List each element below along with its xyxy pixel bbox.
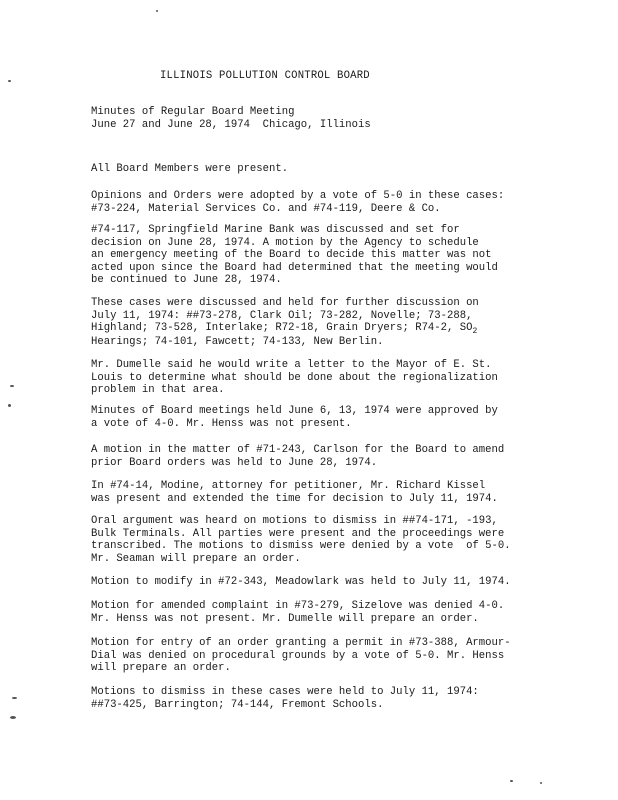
paragraph-line: prior Board orders was held to June 28, 1974. xyxy=(91,456,378,469)
paragraph-held-cases xyxy=(91,297,591,348)
paragraph-line: Minutes of Board meetings held June 6, 13, 1974 were approved by xyxy=(91,405,498,417)
paragraph-line: Mr. Dumelle said he would write a letter to the Mayor of E. St. xyxy=(91,359,492,371)
paragraph-line xyxy=(91,322,591,336)
paragraph-line: Bulk Terminals. All parties were present and the proceedings were xyxy=(91,527,505,540)
so2-subscript: 2 xyxy=(472,327,478,337)
paragraph-line: July 11, 1974: ##73-278, Clark Oil; 73-282, Novelle; 73-288, xyxy=(91,309,473,322)
paragraph-modine xyxy=(91,480,591,505)
paragraph-line: Louis to determine what should be done about the regionalization xyxy=(91,371,498,384)
scan-speck xyxy=(8,404,11,407)
paragraph-armour-dial xyxy=(91,637,591,675)
scan-speck xyxy=(510,780,513,782)
document-heading: ILLINOIS POLLUTION CONTROL BOARD xyxy=(160,70,370,82)
paragraph-line: problem in that area. xyxy=(91,384,225,397)
paragraph-line: In #74-14, Modine, attorney for petitioner, Mr. Richard Kissel xyxy=(91,480,486,492)
paragraph-oral-argument xyxy=(91,515,591,565)
paragraph-attendance xyxy=(91,163,591,176)
paragraph-line: acted upon since the Board had determined that the meeting would xyxy=(91,261,498,274)
paragraph-line: #73-224, Material Services Co. and #74-119, Deere & Co. xyxy=(91,202,441,215)
paragraph-minutes-approved xyxy=(91,405,591,430)
paragraph-springfield xyxy=(91,224,591,287)
meeting-subheading xyxy=(91,106,591,131)
subheading-line: June 27 and June 28, 1974 Chicago, Illinois xyxy=(91,118,371,131)
paragraph-line: ##73-425, Barrington; 74-144, Fremont Schools. xyxy=(91,698,384,711)
paragraph-carlson xyxy=(91,444,591,469)
paragraph-dumelle-letter xyxy=(91,359,591,397)
paragraph-line-text: Highland; 73-528, Interlake; R72-18, Grain Dryers; R74-2, SO xyxy=(91,322,473,335)
paragraph-line: be continued to June 28, 1974. xyxy=(91,274,282,287)
scan-speck xyxy=(10,716,16,719)
scan-speck xyxy=(156,10,158,12)
paragraph-line: Motions to dismiss in these cases were held to July 11, 1974: xyxy=(91,686,479,698)
paragraph-line: Dial was denied on procedural grounds by a vote of 5-0. Mr. Henss xyxy=(91,649,505,662)
paragraph-line: Opinions and Orders were adopted by a vote of 5-0 in these cases: xyxy=(91,190,505,202)
paragraph-meadowlark xyxy=(91,576,591,589)
scan-speck xyxy=(8,80,11,82)
paragraph-line: decision on June 28, 1974. A motion by the Agency to schedule xyxy=(91,236,479,249)
paragraph-line: was present and extended the time for decision to July 11, 1974. xyxy=(91,492,498,505)
paragraph-line: All Board Members were present. xyxy=(91,163,289,175)
paragraph-dismiss-held xyxy=(91,686,591,711)
paragraph-line: Mr. Henss was not present. Mr. Dumelle will prepare an order. xyxy=(91,612,479,625)
paragraph-line: #74-117, Springfield Marine Bank was discussed and set for xyxy=(91,224,460,236)
paragraph-line: Motion for entry of an order granting a permit in #73-388, Armour- xyxy=(91,637,511,649)
subheading-line: Minutes of Regular Board Meeting xyxy=(91,106,295,118)
paragraph-opinions xyxy=(91,190,591,215)
paragraph-line: These cases were discussed and held for further discussion on xyxy=(91,297,479,309)
paragraph-line: Motion to modify in #72-343, Meadowlark was held to July 11, 1974. xyxy=(91,576,511,588)
paragraph-line: Mr. Seaman will prepare an order. xyxy=(91,552,301,565)
scan-speck xyxy=(10,385,14,387)
paragraph-sizelove xyxy=(91,600,591,625)
paragraph-line: will prepare an order. xyxy=(91,662,231,675)
scan-speck xyxy=(12,697,17,699)
paragraph-line: transcribed. The motions to dismiss were denied by a vote of 5-0. xyxy=(91,540,511,553)
paragraph-line: Motion for amended complaint in #73-279, Sizelove was denied 4-0. xyxy=(91,600,505,612)
paragraph-line: Hearings; 74-101, Fawcett; 74-133, New Berlin. xyxy=(91,335,384,348)
paragraph-line: a vote of 4-0. Mr. Henss was not present. xyxy=(91,417,352,430)
scan-speck xyxy=(540,782,542,784)
paragraph-line: an emergency meeting of the Board to decide this matter was not xyxy=(91,249,492,262)
paragraph-line: Oral argument was heard on motions to dismiss in ##74-171, -193, xyxy=(91,515,498,527)
paragraph-line: A motion in the matter of #71-243, Carlson for the Board to amend xyxy=(91,444,505,456)
